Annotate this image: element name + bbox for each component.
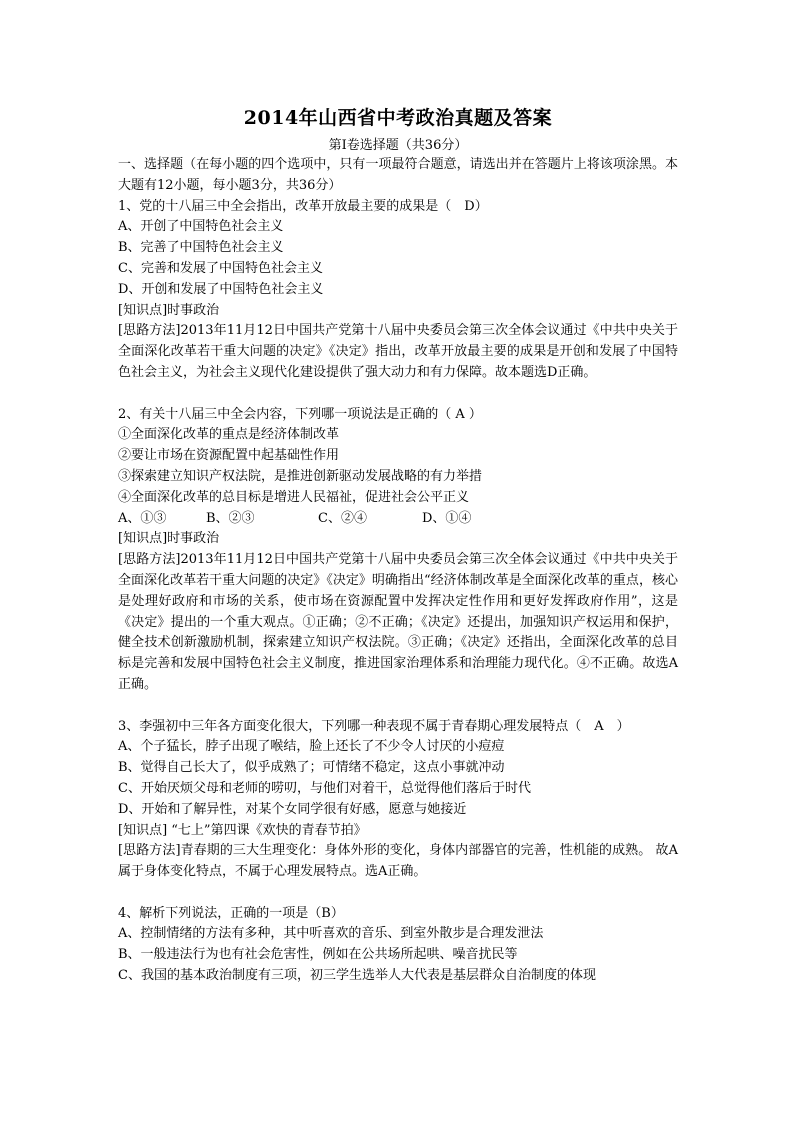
q1-option-c: C、完善和发展了中国特色社会主义 [118, 260, 323, 276]
q2-stem: 2、有关十八届三中全会内容，下列哪一项说法是正确的（ A ） [118, 406, 482, 422]
q1-knowledge: [知识点]时事政治 [118, 302, 220, 318]
q2-method: [思路方法]2013年11月12日中国共产党第十八届中央委员会第三次全体会议通过《中共中央关于全面深化改革若干重大问题的决定》《决定》明确指出“经济体制改革是全面深化改革的重点，核心是处理好政府和市场的关系，使市场在资源配置中发挥决定性作用和更好发挥政府作用”，这是《决定》提出的一个重大观点。①正确；②不正确；《决定》还提出，加强知识产权运用和保护，健全技术创新激励机制，探索建立知识产权法院。③正确；《决定》还指出，全面深化改革的总目标是完善和发展中国特色社会主义制度，推进国家治理体系和治理能力现代化。④不正确。故选A正确。 [118, 552, 678, 692]
q2-options [118, 509, 678, 530]
section-heading: 第Ⅰ卷选择题（共36分） [328, 138, 468, 153]
q3-method: [思路方法]青春期的三大生理变化：身体外形的变化，身体内部器官的完善，性机能的成熟。 故A属于身体变化特点，不属于心理发展特点。选A正确。 [118, 843, 678, 880]
spacer [118, 384, 678, 405]
q2-statement-3: ③探索建立知识产权法院，是推进创新驱动发展战略的有力举措 [118, 468, 483, 484]
q3-option-b: B、觉得自己长大了，似乎成熟了；可情绪不稳定，这点小事就冲动 [118, 760, 505, 776]
q2-option-c: C、②④ [318, 510, 367, 526]
q2-option-a: A、①③ [118, 510, 167, 526]
q3-knowledge: [知识点] “七上”第四课《欢快的青春节拍》 [118, 822, 367, 838]
q2-statement-1: ①全面深化改革的重点是经济体制改革 [118, 427, 340, 443]
q3-option-d: D、开始和了解异性，对某个女同学很有好感，愿意与她接近 [118, 801, 467, 817]
instructions: 一、选择题（在每小题的四个选项中，只有一项最符合题意，请选出并在答题片上将该项涂黑。本大题有12小题，每小题3分，共36分） [118, 157, 678, 193]
document-title: 2014年山西省中考政治真题及答案 [243, 107, 553, 129]
document-content [118, 104, 678, 987]
q2-statement-2: ②要让市场在资源配置中起基础性作用 [118, 448, 340, 464]
q4-stem: 4、解析下列说法，正确的一项是（B） [118, 905, 344, 921]
q2-option-d: D、①④ [422, 510, 472, 526]
q4-option-a: A、控制情绪的方法有多种，其中听喜欢的音乐、到室外散步是合理发泄法 [118, 926, 544, 942]
q1-option-d: D、开创和发展了中国特色社会主义 [118, 281, 324, 297]
q2-option-b: B、②③ [206, 510, 255, 526]
q1-stem: 1、党的十八届三中全会指出，改革开放最主要的成果是（ D） [118, 198, 488, 214]
spacer [118, 883, 678, 904]
q3-stem: 3、李强初中三年各方面变化很大，下列哪一种表现不属于青春期心理发展特点（ A ） [118, 718, 630, 734]
q4-option-c: C、我国的基本政治制度有三项，初三学生选举人大代表是基层群众自治制度的体现 [118, 968, 596, 984]
q1-option-a: A、开创了中国特色社会主义 [118, 219, 284, 235]
q2-statement-4: ④全面深化改革的总目标是增进人民福祉，促进社会公平正义 [118, 489, 470, 505]
q3-option-a: A、个子猛长，脖子出现了喉结，脸上还长了不少令人讨厌的小痘痘 [118, 739, 505, 755]
q2-knowledge: [知识点]时事政治 [118, 531, 220, 547]
q1-method: [思路方法]2013年11月12日中国共产党第十八届中央委员会第三次全体会议通过《中共中央关于全面深化改革若干重大问题的决定》《决定》指出，改革开放最主要的成果是开创和发展了中国特色社会主义，为社会主义现代化建设提供了强大动力和有力保障。故本题选D正确。 [118, 323, 678, 380]
spacer [118, 696, 678, 717]
q3-option-c: C、开始厌烦父母和老师的唠叨，与他们对着干，总觉得他们落后于时代 [118, 780, 531, 796]
q4-option-b: B、一般违法行为也有社会危害性，例如在公共场所起哄、噪音扰民等 [118, 947, 518, 963]
q1-option-b: B、完善了中国特色社会主义 [118, 240, 284, 256]
